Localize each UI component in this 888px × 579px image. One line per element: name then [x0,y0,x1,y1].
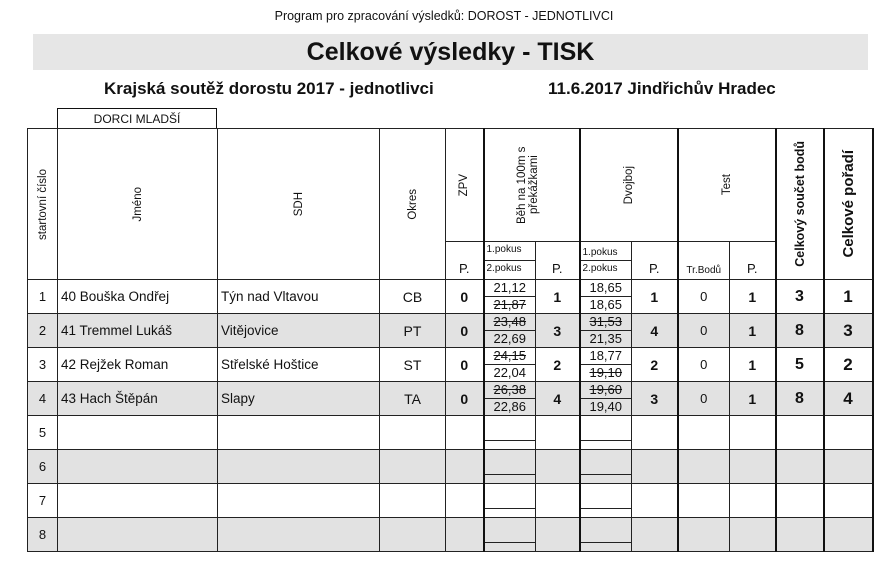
run-place-cell: 1 [536,280,580,314]
header-run-p: P. [536,242,580,280]
table-row [28,314,873,348]
sdh-cell: Vitějovice [218,314,380,348]
test-place-cell: 1 [730,348,776,382]
test-points-cell: 0 [678,280,730,314]
run-attempts-cell [484,280,536,314]
dual-attempts-cell [580,382,632,416]
header-dual-p: P. [632,242,678,280]
result-rows [28,280,873,552]
header-overall-rank: Celkové pořadí [824,129,873,280]
total-points-cell: 8 [776,314,824,348]
start-no-cell: 4 [28,382,58,416]
header-name: Jméno [58,129,218,280]
district-cell: PT [380,314,446,348]
zpv-cell: 0 [446,348,484,382]
test-points-cell: 0 [678,382,730,416]
start-no-cell: 8 [28,518,58,552]
empty-table-row [28,416,873,450]
dual-attempt-1: 31,53 [581,314,632,331]
dual-attempt-1: 18,77 [581,348,632,365]
test-points-cell: 0 [678,314,730,348]
empty-table-row [28,484,873,518]
overall-rank-cell: 1 [824,280,873,314]
table-row [28,348,873,382]
run-attempt-2: 22,04 [493,365,527,380]
test-place-cell: 1 [730,382,776,416]
run-place-cell: 2 [536,348,580,382]
name-cell: 40 Bouška Ondřej [58,280,218,314]
dual-attempt-2: 18,65 [589,297,623,312]
test-place-cell: 1 [730,280,776,314]
header-row-top [28,129,873,242]
dual-attempt-2: 21,35 [589,331,623,346]
sdh-cell: Týn nad Vltavou [218,280,380,314]
header-total-points: Celkový součet bodů [776,129,824,280]
start-no-cell: 3 [28,348,58,382]
name-cell: 42 Rejžek Roman [58,348,218,382]
zpv-cell: 0 [446,382,484,416]
run-attempts-cell [484,382,536,416]
table-row [28,280,873,314]
name-cell: 43 Hach Štěpán [58,382,218,416]
empty-table-row [28,518,873,552]
district-cell: CB [380,280,446,314]
sdh-cell: Slapy [218,382,380,416]
run-place-cell: 4 [536,382,580,416]
header-run: Běh na 100m s překážkami [484,129,580,242]
dual-attempts-cell [580,280,632,314]
sdh-cell: Střelské Hoštice [218,348,380,382]
name-cell: 41 Tremmel Lukáš [58,314,218,348]
test-points-cell: 0 [678,348,730,382]
dual-attempts-cell [580,314,632,348]
dual-place-cell: 1 [632,280,678,314]
dual-attempts-cell [580,348,632,382]
start-no-cell: 7 [28,484,58,518]
overall-rank-cell: 4 [824,382,873,416]
total-points-cell: 8 [776,382,824,416]
program-line: Program pro zpracování výsledků: DOROST - JEDNOTLIVCI [274,9,614,23]
dual-attempt-1: 19,60 [581,382,632,399]
run-attempts-cell [484,314,536,348]
dual-attempt-2: 19,40 [589,399,623,414]
start-no-cell: 5 [28,416,58,450]
run-place-cell: 3 [536,314,580,348]
run-attempt-2: 22,86 [493,399,527,414]
page-title: Celkové výsledky - TISK [33,34,868,70]
start-no-cell: 1 [28,280,58,314]
run-attempts-cell [484,348,536,382]
header-dual-attempts: 1.pokus 2.pokus [580,242,632,280]
header-zpv: ZPV [446,129,484,242]
total-points-cell: 3 [776,280,824,314]
table-row [28,382,873,416]
competition-subtitle: Krajská soutěž dorostu 2017 - jednotlivci [104,79,434,98]
header-zpv-p: P. [446,242,484,280]
run-attempt-1: 21,12 [485,280,536,297]
overall-rank-cell: 2 [824,348,873,382]
header-test: Test [678,129,776,242]
district-cell: ST [380,348,446,382]
overall-rank-cell: 3 [824,314,873,348]
start-no-cell: 6 [28,450,58,484]
run-attempt-1: 26,38 [485,382,536,399]
results-table [27,128,874,552]
dual-attempt-2: 19,10 [589,365,623,380]
district-cell: TA [380,382,446,416]
test-place-cell: 1 [730,314,776,348]
run-attempt-2: 22,69 [493,331,527,346]
header-sdh: SDH [218,129,380,280]
start-no-cell: 2 [28,314,58,348]
header-start-no: startovní číslo [28,129,58,280]
header-test-p: P. [730,242,776,280]
dual-place-cell: 3 [632,382,678,416]
date-place: 11.6.2017 Jindřichův Hradec [548,79,776,98]
dual-attempt-1: 18,65 [581,280,632,297]
category-label: DORCI MLADŠÍ [57,108,217,128]
run-attempt-2: 21,87 [493,297,527,312]
zpv-cell: 0 [446,280,484,314]
header-run-attempts: 1.pokus 2.pokus [484,242,536,280]
header-tr-points: Tr.Bodů [678,242,730,280]
dual-place-cell: 2 [632,348,678,382]
dual-place-cell: 4 [632,314,678,348]
empty-table-row [28,450,873,484]
run-attempt-1: 24,15 [485,348,536,365]
header-district: Okres [380,129,446,280]
header-dual: Dvojboj [580,129,678,242]
run-attempt-1: 23,48 [485,314,536,331]
total-points-cell: 5 [776,348,824,382]
zpv-cell: 0 [446,314,484,348]
